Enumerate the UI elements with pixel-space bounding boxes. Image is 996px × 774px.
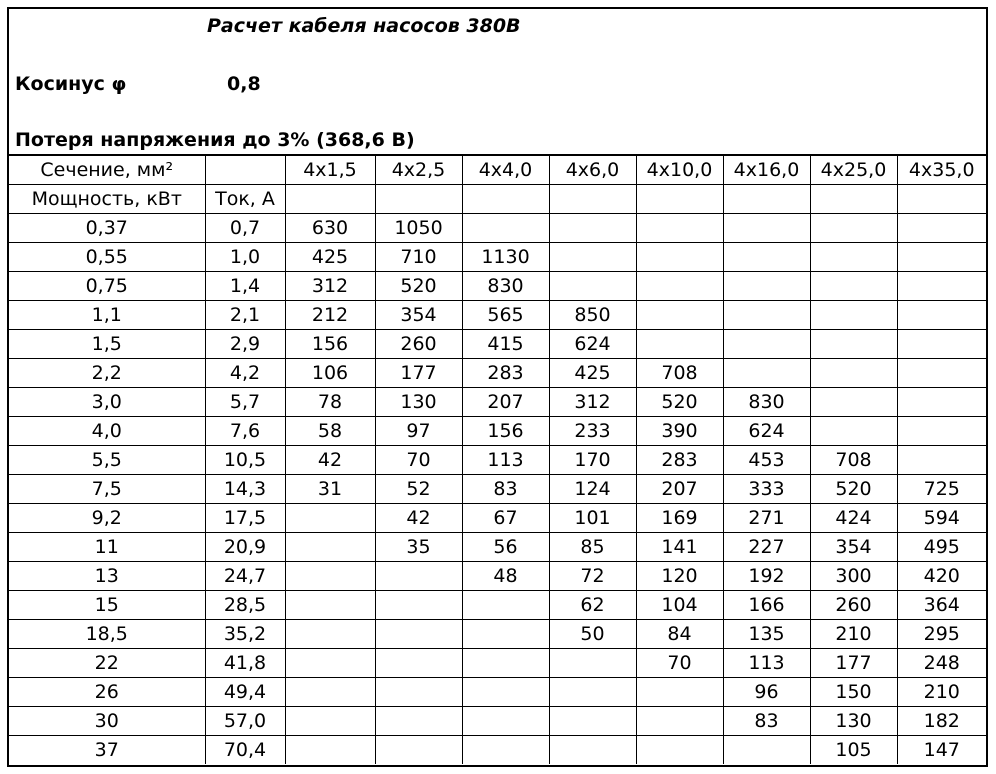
length-cell [549, 736, 636, 765]
length-cell: 105 [810, 736, 897, 765]
length-cell: 67 [462, 504, 549, 533]
length-cell [723, 243, 810, 272]
table-row [9, 388, 986, 417]
length-cell [897, 417, 986, 446]
length-cell: 106 [285, 359, 375, 388]
length-cell [549, 678, 636, 707]
length-cell [897, 388, 986, 417]
length-cell [285, 591, 375, 620]
length-cell: 177 [375, 359, 462, 388]
length-cell: 120 [636, 562, 723, 591]
length-cell [462, 591, 549, 620]
length-cell: 520 [375, 272, 462, 301]
empty-header-cell [723, 185, 810, 214]
power-cell: 0,37 [9, 214, 205, 243]
length-cell [810, 417, 897, 446]
length-cell: 624 [723, 417, 810, 446]
length-cell: 708 [810, 446, 897, 475]
power-cell: 0,55 [9, 243, 205, 272]
length-cell: 147 [897, 736, 986, 765]
length-cell: 78 [285, 388, 375, 417]
empty-header-cell [285, 185, 375, 214]
length-cell: 207 [636, 475, 723, 504]
length-cell [810, 243, 897, 272]
length-cell: 390 [636, 417, 723, 446]
length-cell: 135 [723, 620, 810, 649]
length-cell: 42 [285, 446, 375, 475]
current-cell: 4,2 [205, 359, 285, 388]
length-cell: 207 [462, 388, 549, 417]
current-cell: 14,3 [205, 475, 285, 504]
power-cell: 0,75 [9, 272, 205, 301]
length-cell: 312 [285, 272, 375, 301]
length-cell: 141 [636, 533, 723, 562]
section-col-header: 4x10,0 [636, 155, 723, 185]
power-cell: 7,5 [9, 475, 205, 504]
empty-header-cell [549, 185, 636, 214]
length-cell: 85 [549, 533, 636, 562]
length-cell [462, 620, 549, 649]
current-cell: 20,9 [205, 533, 285, 562]
current-cell: 2,1 [205, 301, 285, 330]
length-cell: 453 [723, 446, 810, 475]
length-cell: 83 [723, 707, 810, 736]
length-cell [636, 736, 723, 765]
length-cell: 1130 [462, 243, 549, 272]
length-cell: 104 [636, 591, 723, 620]
table-row [9, 591, 986, 620]
power-header: Мощность, кВт [9, 185, 205, 214]
length-cell [897, 272, 986, 301]
header-row-units [9, 185, 986, 214]
length-cell: 520 [810, 475, 897, 504]
length-cell: 415 [462, 330, 549, 359]
length-cell [375, 591, 462, 620]
current-cell: 7,6 [205, 417, 285, 446]
power-cell: 3,0 [9, 388, 205, 417]
length-cell [462, 214, 549, 243]
power-cell: 5,5 [9, 446, 205, 475]
section-col-header: 4x16,0 [723, 155, 810, 185]
current-header: Ток, А [205, 185, 285, 214]
length-cell: 170 [549, 446, 636, 475]
page-title: Расчет кабеля насосов 380В [207, 15, 521, 37]
length-cell [549, 214, 636, 243]
length-cell: 212 [285, 301, 375, 330]
length-cell: 48 [462, 562, 549, 591]
length-cell: 210 [810, 620, 897, 649]
table-row [9, 533, 986, 562]
length-cell: 283 [636, 446, 723, 475]
length-cell: 260 [375, 330, 462, 359]
power-cell: 37 [9, 736, 205, 765]
voltage-loss-note: Потеря напряжения до 3% (368,6 В) [15, 129, 415, 151]
cos-phi-value: 0,8 [227, 73, 261, 95]
table-row [9, 736, 986, 765]
length-cell [723, 214, 810, 243]
current-cell: 24,7 [205, 562, 285, 591]
header-row-sections [9, 155, 986, 185]
table-row [9, 475, 986, 504]
length-cell: 50 [549, 620, 636, 649]
current-cell: 1,4 [205, 272, 285, 301]
length-cell: 97 [375, 417, 462, 446]
length-cell [285, 620, 375, 649]
length-cell [636, 678, 723, 707]
length-cell [375, 736, 462, 765]
length-cell [285, 649, 375, 678]
table-row [9, 562, 986, 591]
length-cell: 42 [375, 504, 462, 533]
table-row [9, 330, 986, 359]
length-cell [285, 678, 375, 707]
length-cell: 156 [285, 330, 375, 359]
length-cell [375, 707, 462, 736]
spreadsheet-sheet [7, 7, 988, 767]
length-cell: 31 [285, 475, 375, 504]
length-cell [375, 620, 462, 649]
table-row [9, 272, 986, 301]
length-cell [723, 272, 810, 301]
length-cell [723, 301, 810, 330]
length-cell: 295 [897, 620, 986, 649]
length-cell: 830 [462, 272, 549, 301]
empty-header-cell [636, 185, 723, 214]
section-col-header: 4x1,5 [285, 155, 375, 185]
power-cell: 2,2 [9, 359, 205, 388]
table-row [9, 417, 986, 446]
length-cell [285, 562, 375, 591]
empty-header-cell [375, 185, 462, 214]
length-cell [897, 301, 986, 330]
table-row [9, 243, 986, 272]
length-cell [723, 359, 810, 388]
length-cell [636, 243, 723, 272]
current-cell: 5,7 [205, 388, 285, 417]
length-cell [810, 214, 897, 243]
section-col-header: 4x6,0 [549, 155, 636, 185]
table-row [9, 678, 986, 707]
length-cell [285, 736, 375, 765]
length-cell: 182 [897, 707, 986, 736]
length-cell: 260 [810, 591, 897, 620]
table-row [9, 214, 986, 243]
length-cell: 227 [723, 533, 810, 562]
power-cell: 1,5 [9, 330, 205, 359]
cos-phi-label: Косинус φ [15, 73, 127, 95]
length-cell [285, 504, 375, 533]
length-cell [810, 272, 897, 301]
length-cell: 364 [897, 591, 986, 620]
power-cell: 18,5 [9, 620, 205, 649]
table-row [9, 446, 986, 475]
length-cell [462, 707, 549, 736]
table-row [9, 620, 986, 649]
length-cell [636, 301, 723, 330]
length-cell [549, 272, 636, 301]
current-cell: 35,2 [205, 620, 285, 649]
length-cell: 124 [549, 475, 636, 504]
length-cell [636, 272, 723, 301]
length-cell: 850 [549, 301, 636, 330]
length-cell: 520 [636, 388, 723, 417]
length-cell: 283 [462, 359, 549, 388]
length-cell: 130 [810, 707, 897, 736]
length-cell: 52 [375, 475, 462, 504]
length-cell [723, 736, 810, 765]
power-cell: 22 [9, 649, 205, 678]
length-cell [810, 388, 897, 417]
length-cell [285, 533, 375, 562]
length-cell [549, 243, 636, 272]
length-cell: 1050 [375, 214, 462, 243]
section-col-header: 4x2,5 [375, 155, 462, 185]
length-cell: 113 [462, 446, 549, 475]
length-cell: 594 [897, 504, 986, 533]
length-cell: 710 [375, 243, 462, 272]
length-cell: 72 [549, 562, 636, 591]
length-cell: 83 [462, 475, 549, 504]
length-cell [549, 649, 636, 678]
current-cell: 28,5 [205, 591, 285, 620]
power-cell: 15 [9, 591, 205, 620]
length-cell: 210 [897, 678, 986, 707]
length-cell: 312 [549, 388, 636, 417]
cable-length-table [9, 154, 986, 764]
length-cell: 84 [636, 620, 723, 649]
current-cell: 49,4 [205, 678, 285, 707]
current-cell: 70,4 [205, 736, 285, 765]
power-cell: 11 [9, 533, 205, 562]
length-cell [285, 707, 375, 736]
power-cell: 26 [9, 678, 205, 707]
length-cell: 425 [285, 243, 375, 272]
power-cell: 13 [9, 562, 205, 591]
current-cell: 57,0 [205, 707, 285, 736]
length-cell [375, 562, 462, 591]
length-cell [897, 446, 986, 475]
length-cell [462, 649, 549, 678]
length-cell: 300 [810, 562, 897, 591]
length-cell: 248 [897, 649, 986, 678]
table-row [9, 359, 986, 388]
length-cell: 708 [636, 359, 723, 388]
empty-header-cell [205, 155, 285, 185]
table-row [9, 301, 986, 330]
length-cell: 830 [723, 388, 810, 417]
length-cell [375, 649, 462, 678]
length-cell [636, 707, 723, 736]
length-cell: 565 [462, 301, 549, 330]
length-cell: 177 [810, 649, 897, 678]
length-cell: 354 [810, 533, 897, 562]
length-cell: 420 [897, 562, 986, 591]
length-cell: 35 [375, 533, 462, 562]
current-cell: 1,0 [205, 243, 285, 272]
length-cell [810, 359, 897, 388]
length-cell: 333 [723, 475, 810, 504]
table-row [9, 707, 986, 736]
table-row [9, 649, 986, 678]
length-cell: 70 [375, 446, 462, 475]
length-cell [462, 736, 549, 765]
length-cell: 192 [723, 562, 810, 591]
length-cell [549, 707, 636, 736]
power-cell: 30 [9, 707, 205, 736]
length-cell: 130 [375, 388, 462, 417]
length-cell: 113 [723, 649, 810, 678]
length-cell: 425 [549, 359, 636, 388]
length-cell: 725 [897, 475, 986, 504]
length-cell: 58 [285, 417, 375, 446]
length-cell: 150 [810, 678, 897, 707]
length-cell [897, 243, 986, 272]
length-cell [375, 678, 462, 707]
power-cell: 1,1 [9, 301, 205, 330]
length-cell: 271 [723, 504, 810, 533]
power-cell: 9,2 [9, 504, 205, 533]
length-cell [810, 330, 897, 359]
length-cell: 96 [723, 678, 810, 707]
length-cell: 166 [723, 591, 810, 620]
current-cell: 10,5 [205, 446, 285, 475]
length-cell: 424 [810, 504, 897, 533]
length-cell [897, 214, 986, 243]
length-cell: 624 [549, 330, 636, 359]
length-cell: 70 [636, 649, 723, 678]
empty-header-cell [462, 185, 549, 214]
length-cell: 62 [549, 591, 636, 620]
section-col-header: 4x4,0 [462, 155, 549, 185]
length-cell: 156 [462, 417, 549, 446]
length-cell: 169 [636, 504, 723, 533]
empty-header-cell [897, 185, 986, 214]
length-cell [723, 330, 810, 359]
length-cell [897, 330, 986, 359]
current-cell: 0,7 [205, 214, 285, 243]
section-header-label: Сечение, мм² [9, 155, 205, 185]
current-cell: 17,5 [205, 504, 285, 533]
current-cell: 41,8 [205, 649, 285, 678]
length-cell [897, 359, 986, 388]
length-cell [810, 301, 897, 330]
length-cell [462, 678, 549, 707]
length-cell: 101 [549, 504, 636, 533]
section-col-header: 4x25,0 [810, 155, 897, 185]
power-cell: 4,0 [9, 417, 205, 446]
length-cell: 630 [285, 214, 375, 243]
length-cell [636, 214, 723, 243]
current-cell: 2,9 [205, 330, 285, 359]
length-cell: 233 [549, 417, 636, 446]
length-cell: 495 [897, 533, 986, 562]
length-cell: 354 [375, 301, 462, 330]
table-row [9, 504, 986, 533]
length-cell [636, 330, 723, 359]
section-col-header: 4x35,0 [897, 155, 986, 185]
length-cell: 56 [462, 533, 549, 562]
empty-header-cell [810, 185, 897, 214]
